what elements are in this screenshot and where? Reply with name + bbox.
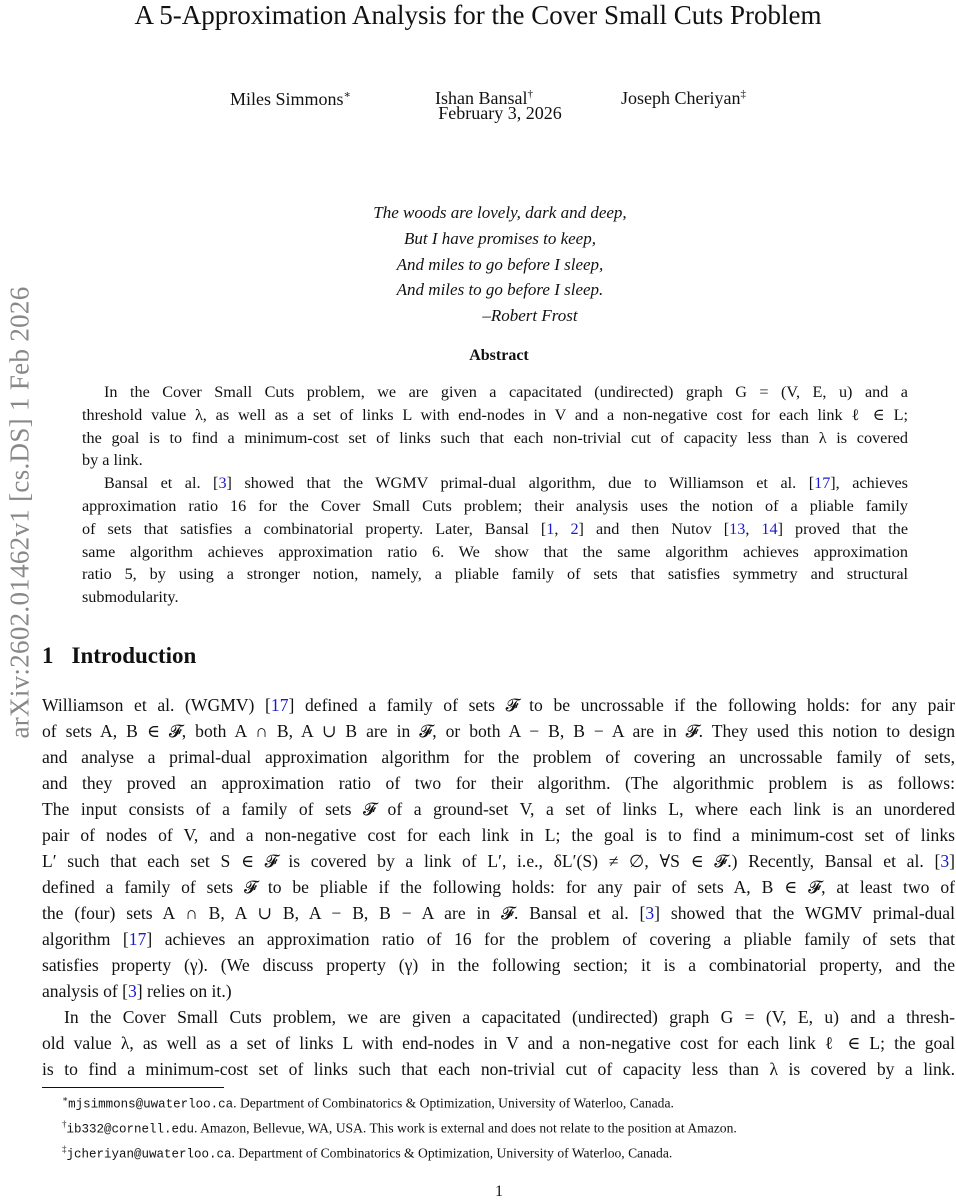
page-number: 1 [495, 1183, 503, 1200]
text-line: submodularity. [82, 588, 179, 607]
author-footnote-mark[interactable]: † [527, 88, 533, 100]
paragraph [82, 381, 908, 472]
text-line: ratio 5, by using a stronger notion, namely, a pliable family of sets that satisfies symmetry and structural [82, 565, 908, 584]
epigraph-line: And miles to go before I sleep, [396, 254, 604, 274]
text-line: threshold value λ, as well as a set of links L with end-nodes in V and a non-negative cost for each link ℓ ∈ L; [82, 405, 908, 424]
epigraph-attribution: –Robert Frost [482, 306, 578, 326]
citation-link[interactable]: 1 [546, 519, 555, 538]
footnote-mark: ∗ [62, 1094, 69, 1104]
footnote-email[interactable]: mjsimmons@uwaterloo.ca [68, 1097, 234, 1112]
citation-link[interactable]: 17 [814, 474, 831, 493]
section-heading [42, 643, 196, 669]
abstract-body [82, 381, 908, 609]
author-name: Joseph Cheriyan [621, 88, 741, 108]
footnote [62, 1115, 952, 1140]
citation-link[interactable]: 13 [729, 519, 746, 538]
paper-title: A 5-Approximation Analysis for the Cover Small Cuts Problem [134, 0, 822, 30]
text-line: and analyse a primal-dual approximation algorithm for the problem of covering an uncrossable family of sets, [42, 747, 955, 767]
author-name: Miles Simmons [230, 89, 344, 109]
text-line: approximation ratio 16 for the Cover Small Cuts problem; their analysis uses the notion of a pliable family [82, 496, 908, 515]
abstract-heading: Abstract [469, 347, 529, 364]
text-line: old value λ, as well as a set of links L with end-nodes in V and a non-negative cost for each link ℓ ∈ L; the goal [42, 1033, 955, 1053]
text-line: Bansal et al. [3] showed that the WGMV primal-dual algorithm, due to Williamson et al. [17], achieves [104, 474, 908, 493]
text-line: defined a family of sets 𝓕 to be pliable if the following holds: for any pair of sets A, B ∈ 𝓕, at least two of [42, 877, 955, 897]
citation-link[interactable]: 3 [940, 851, 950, 871]
text-line: In the Cover Small Cuts problem, we are given a capacitated (undirected) graph G = (V, E, u) and a thresh- [64, 1007, 955, 1027]
section-number: 1 [42, 643, 54, 668]
citation-link[interactable]: 17 [128, 929, 147, 949]
citation-link[interactable]: 17 [270, 695, 289, 715]
footnote-email[interactable]: jcheriyan@uwaterloo.ca [66, 1147, 232, 1162]
text-line: and they proved an approximation ratio of two for their algorithm. (The algorithmic problem is as follows: [42, 773, 955, 793]
text-line: Williamson et al. (WGMV) [17] defined a family of sets 𝓕 to be uncrossable if the following holds: for any pair [42, 695, 956, 715]
footnotes [62, 1090, 952, 1165]
text-line: of sets that satisfies a combinatorial property. Later, Bansal [1, 2] and then Nutov [13, 14] proved that the [82, 519, 909, 538]
citation-link[interactable]: 2 [570, 519, 579, 538]
text-line: pair of nodes of V, and a non-negative cost for each link in L; the goal is to find a minimum-cost set of links [42, 825, 955, 845]
text-line: the goal is to find a minimum-cost set of links such that each non-trivial cut of capacity less than λ is covered [82, 428, 908, 447]
text-line: is to find a minimum-cost set of links such that each non-trivial cut of capacity less than λ is covered by a link. [42, 1059, 955, 1079]
epigraph-line: But I have promises to keep, [404, 228, 596, 248]
footnote-text: . Amazon, Bellevue, WA, USA. This work is external and does not relate to the position at Amazon. [194, 1120, 737, 1136]
paragraph [82, 472, 908, 609]
footnote [62, 1140, 952, 1165]
introduction-body [42, 692, 955, 1082]
citation-link[interactable]: 3 [218, 474, 227, 493]
citation-link[interactable]: 3 [128, 981, 137, 1001]
citation-link[interactable]: 14 [761, 519, 778, 538]
footnote-rule [42, 1087, 224, 1088]
section-title: Introduction [71, 643, 197, 668]
arxiv-identifier-stamp[interactable]: arXiv:2602.01462v1 [cs.DS] 1 Feb 2026 [4, 286, 35, 739]
epigraph-line: The woods are lovely, dark and deep, [373, 203, 627, 222]
text-line: satisfies property (γ). (We discuss property (γ) in the following section; it is a combinatorial property, and the [42, 955, 955, 975]
footnote-email[interactable]: ib332@cornell.edu [66, 1122, 195, 1137]
paragraph [42, 692, 955, 1004]
author-footnote-mark[interactable]: ‡ [740, 88, 746, 100]
text-line: In the Cover Small Cuts problem, we are given a capacitated (undirected) graph G = (V, E, u) and a [104, 383, 908, 401]
text-line: The input consists of a family of sets 𝓕 of a ground-set V, a set of links L, where each link is an unordered [42, 799, 955, 819]
footnote-mark: ‡ [62, 1144, 67, 1155]
text-line: same algorithm achieves approximation ratio 6. We show that the same algorithm achieves approximation [82, 542, 908, 561]
paragraph [42, 1004, 955, 1082]
footnote-mark: † [62, 1119, 67, 1130]
text-line: L′ such that each set S ∈ 𝓕 is covered by a link of L′, i.e., δL′(S) ≠ ∅, ∀S ∈ 𝓕.) Recently, Bansal et al. [3] [42, 851, 955, 871]
epigraph-line: And miles to go before I sleep. [396, 280, 604, 300]
author-footnote-mark[interactable]: ∗ [343, 89, 352, 101]
footnote [62, 1090, 952, 1115]
text-line: algorithm [17] achieves an approximation ratio of 16 for the problem of covering a pliable family of sets that [42, 929, 955, 949]
epigraph [330, 200, 670, 329]
text-line: analysis of [3] relies on it.) [42, 981, 232, 1001]
text-line: of sets A, B ∈ 𝓕, both A ∩ B, A ∪ B are in 𝓕, or both A − B, B − A are in 𝓕. They used this notion to design [42, 721, 955, 741]
text-line: the (four) sets A ∩ B, A ∪ B, A − B, B − A are in 𝓕. Bansal et al. [3] showed that the WGMV primal-dual [42, 903, 955, 923]
footnote-text: . Department of Combinatorics & Optimization, University of Waterloo, Canada. [233, 1095, 674, 1111]
author-name: Ishan Bansal [435, 88, 528, 108]
date: February 3, 2026 [438, 103, 562, 123]
footnote-text: . Department of Combinatorics & Optimization, University of Waterloo, Canada. [231, 1145, 673, 1161]
text-line: by a link. [82, 451, 143, 470]
citation-link[interactable]: 3 [645, 903, 655, 923]
